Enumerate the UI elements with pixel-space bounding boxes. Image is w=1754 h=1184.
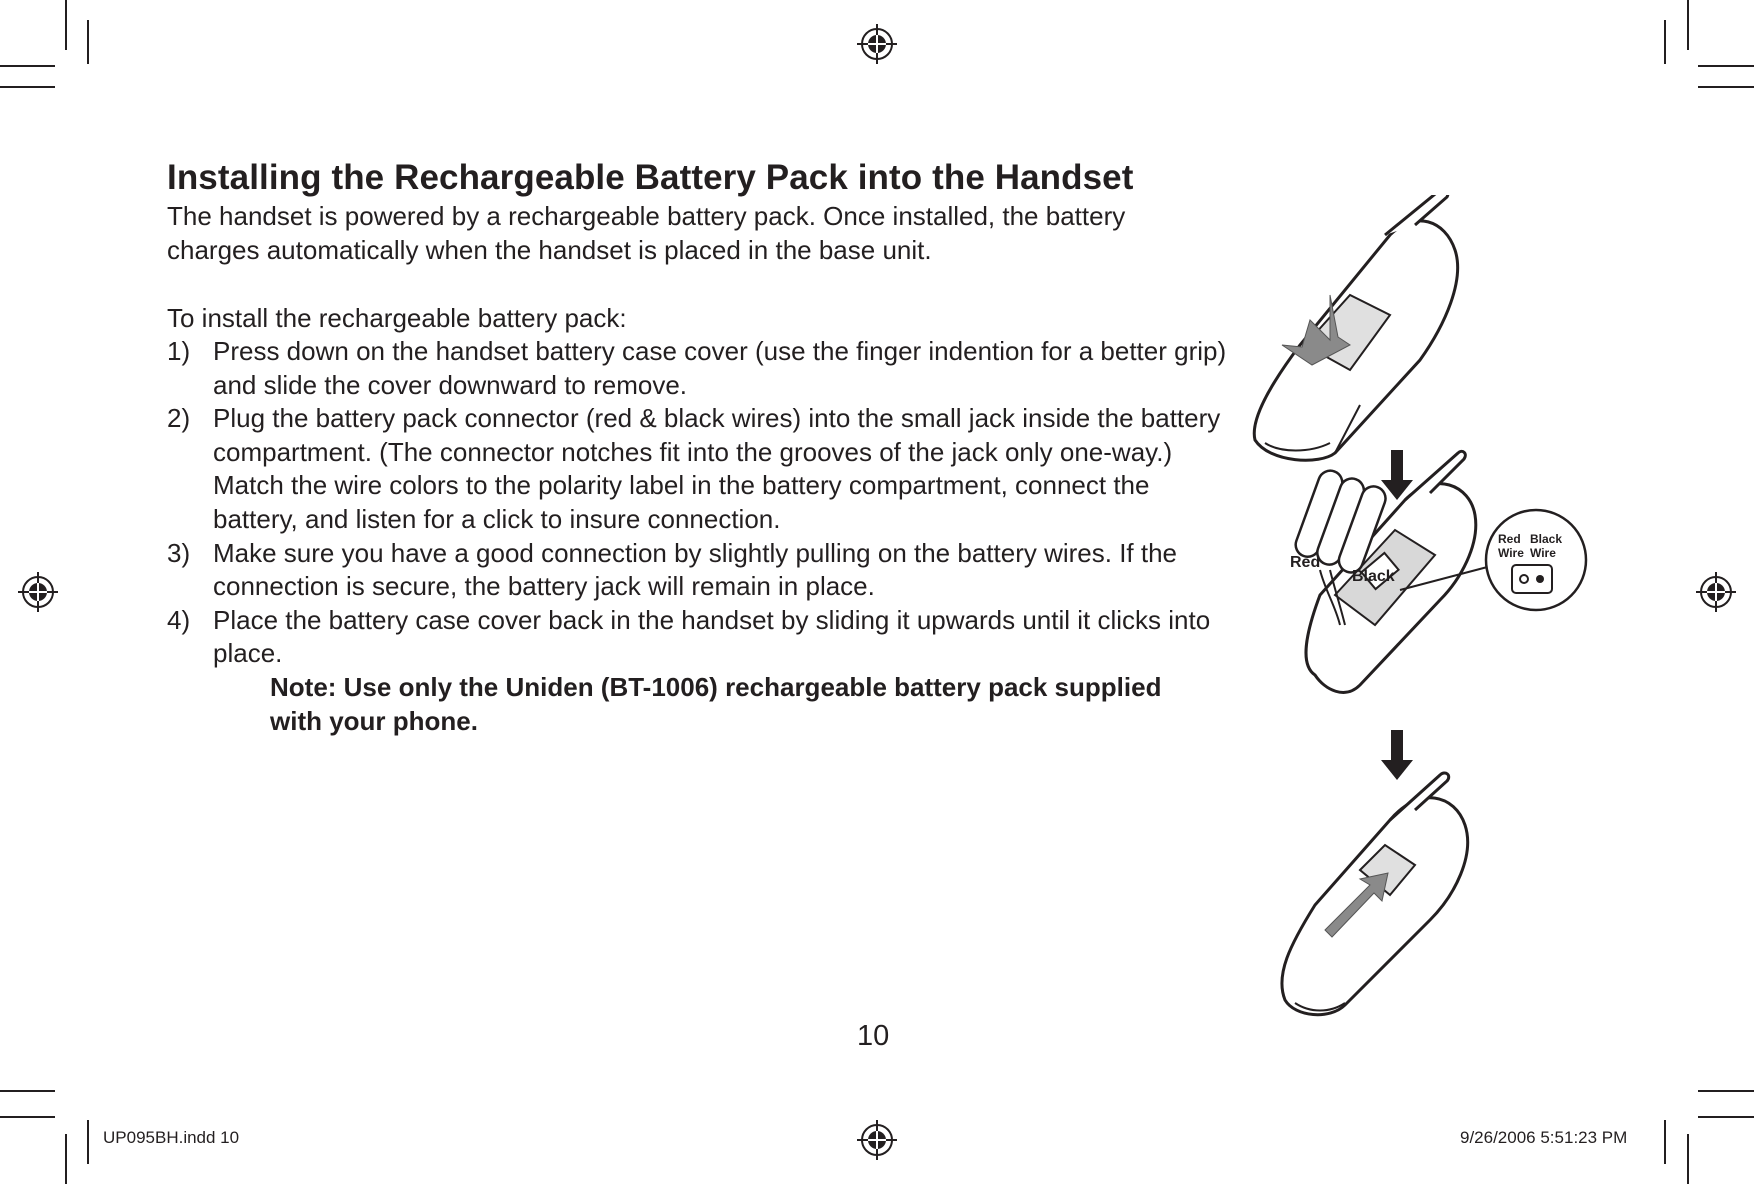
callout-wire-label-2: Wire [1530, 546, 1556, 560]
intro-line-1: The handset is powered by a rechargeable battery pack. Once installed, the battery [167, 201, 1126, 231]
crop-mark-bottom-right-h2 [1698, 1116, 1754, 1118]
step-number: 2) [167, 403, 191, 434]
crop-mark-top-right-h [1698, 65, 1754, 67]
crop-mark-bottom-right-v2 [1664, 1120, 1666, 1164]
list-item [167, 604, 1237, 671]
note-line-1: Note: Use only the Uniden (BT-1006) rechargeable battery pack supplied [270, 671, 1162, 702]
registration-mark-right-icon [1696, 572, 1736, 612]
note-line-2: with your phone. [270, 705, 478, 736]
list-item [167, 335, 1237, 402]
crop-mark-top-left-h2 [0, 86, 55, 88]
crop-mark-top-left-h [0, 65, 55, 67]
crop-mark-top-right-h2 [1698, 86, 1754, 88]
registration-mark-left-icon [18, 572, 58, 612]
page-number: 10 [857, 1020, 890, 1052]
instructions-section [167, 157, 1237, 738]
crop-mark-bottom-left-h [0, 1090, 55, 1092]
crop-mark-bottom-left-v [65, 1134, 67, 1184]
list-item [167, 537, 1237, 604]
intro-line-2: charges automatically when the handset is placed in the base unit. [167, 235, 932, 265]
callout-black-label: Black [1530, 532, 1563, 546]
registration-mark-top-icon [857, 24, 897, 64]
crop-mark-top-right-v2 [1664, 20, 1666, 64]
step-number: 3) [167, 537, 191, 568]
list-item [167, 402, 1237, 536]
slug-timestamp: 9/26/2006 5:51:23 PM [1460, 1128, 1628, 1147]
steps-intro: To install the rechargeable battery pack: [167, 303, 627, 333]
step-text: Place the battery case cover back in the handset by sliding it upwards until it clicks into place. [213, 604, 1211, 669]
section-title: Installing the Rechargeable Battery Pack into the Handset [167, 158, 1134, 197]
crop-mark-top-left-v2 [87, 20, 89, 64]
battery-note [270, 671, 1237, 738]
handset-cover-removal [1254, 195, 1457, 460]
step-number: 4) [167, 604, 191, 635]
step-down-arrow-icon [1381, 450, 1413, 500]
crop-mark-bottom-left-h2 [0, 1116, 55, 1118]
polarity-jack-icon [1512, 565, 1552, 593]
registration-mark-bottom-icon [857, 1120, 897, 1160]
crop-mark-bottom-right-v [1687, 1134, 1689, 1184]
label-red-wire: Red [1290, 554, 1321, 571]
steps-list [167, 335, 1237, 671]
callout-wire-label-1: Wire [1498, 546, 1524, 560]
step-text: Plug the battery pack connector (red & black wires) into the small jack inside the battery compartment. (The connector notches fit into the grooves of the jack only one-way.) Match the wire colors to the polarity label in the battery compartment, connect the battery, and listen for a click to insure connection. [213, 403, 1221, 534]
crop-mark-top-right-v [1687, 0, 1689, 50]
step-down-arrow-icon [1381, 730, 1413, 780]
crop-mark-top-left-v [65, 0, 67, 50]
callout-red-label: Red [1498, 532, 1521, 546]
step-text: Press down on the handset battery case cover (use the finger indention for a better grip) and slide the cover downward to remove. [213, 336, 1227, 400]
handset-battery-connect [1290, 451, 1586, 692]
crop-mark-bottom-left-v2 [87, 1120, 89, 1164]
slug-file: UP095BH.indd 10 [103, 1128, 240, 1147]
step-number: 1) [167, 336, 191, 366]
step-text: Make sure you have a good connection by slightly pulling on the battery wires. If the connection is secure, the battery jack will remain in place. [213, 537, 1178, 602]
label-black-wire: Black [1352, 568, 1395, 585]
battery-installation-illustration [1240, 195, 1620, 1035]
crop-mark-bottom-right-h [1698, 1090, 1754, 1092]
